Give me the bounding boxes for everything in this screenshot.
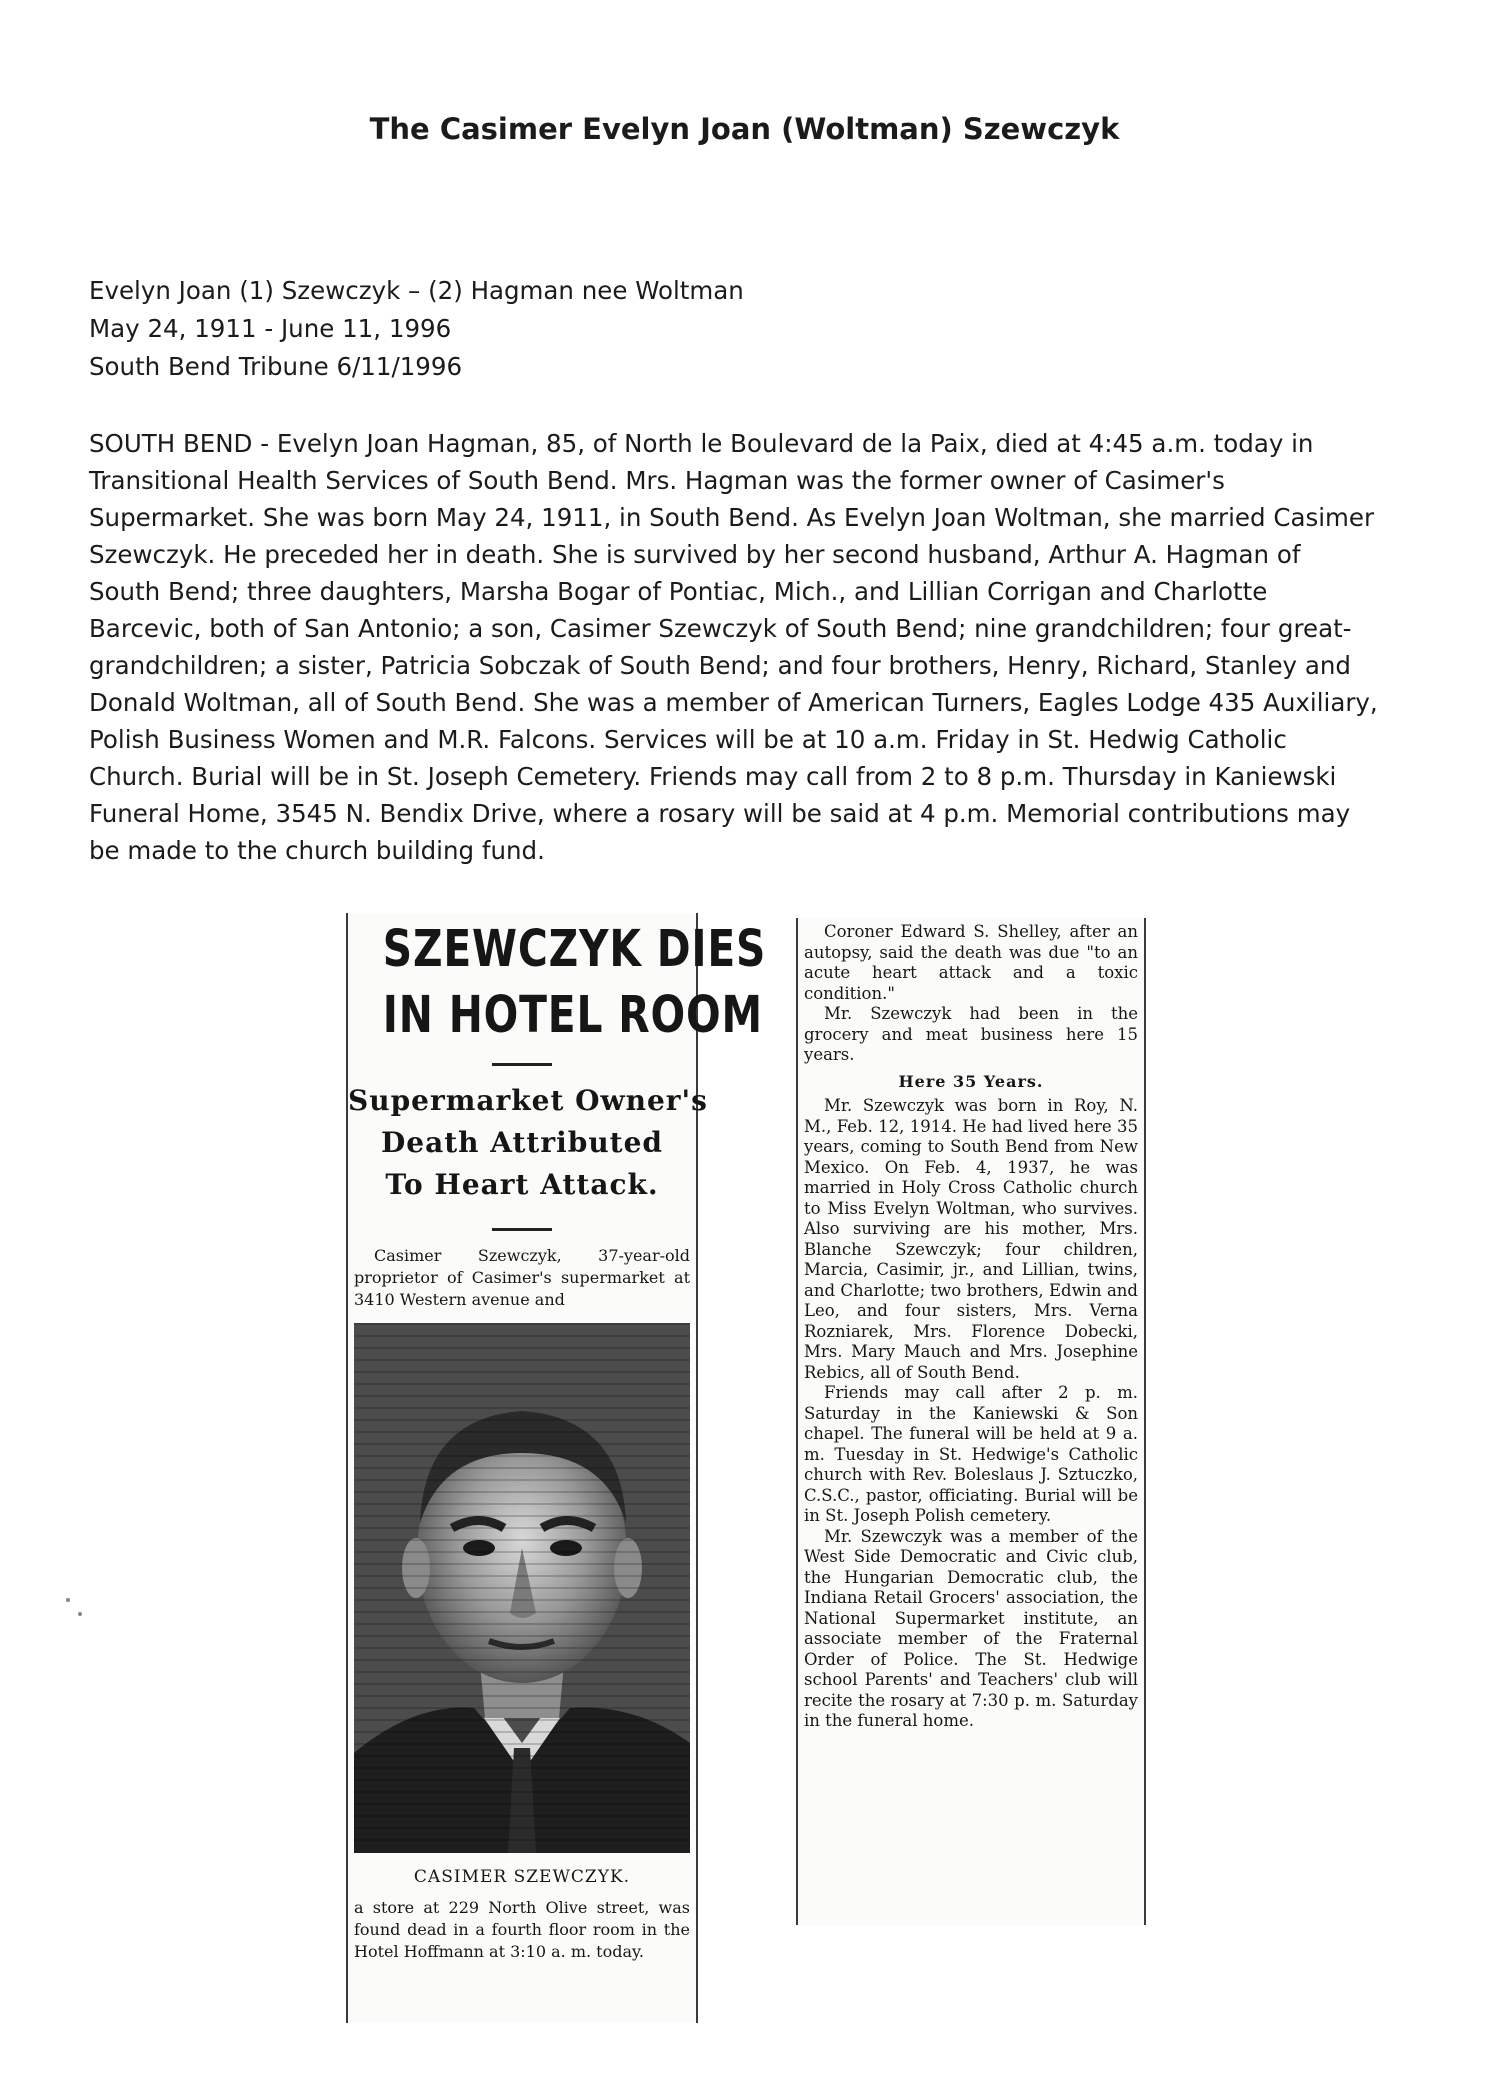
newspaper-clipping-left <box>346 913 767 2023</box>
portrait-photo <box>354 1323 690 1853</box>
headline <box>382 917 767 1049</box>
subhead-line-1: Supermarket Owner's <box>348 1084 708 1117</box>
paragraph-business: Mr. Szewczyk had been in the grocery and meat business here 15 years. <box>804 1004 1138 1064</box>
scan-speck <box>66 1598 70 1602</box>
divider <box>492 1228 552 1231</box>
paragraph-coroner: Coroner Edward S. Shelley, after an autopsy, said the death was due "to an acute heart attack and a toxic condition." <box>804 922 1138 1003</box>
intro-text: Casimer Szewczyk, 37-year-old proprietor of Casimer's supermarket at 3410 Western avenue and <box>354 1246 690 1309</box>
subhead-line-2: Death Attributed <box>380 1126 664 1159</box>
paragraph-memberships: Mr. Szewczyk was a member of the West Side Democratic and Civic club, the Hungarian Democratic club, the Indiana Retail Grocers' association, the National Supermarket institute, an associate member of the Fraternal Order of Police. The St. Hedwige school Parents' and Teachers' club will recite the rosary at 7:30 p. m. Saturday in the funeral home. <box>804 1526 1138 1730</box>
names-line: Evelyn Joan (1) Szewczyk – (2) Hagman nee Woltman <box>89 276 744 305</box>
section-heading: Here 35 Years. <box>898 1071 1044 1091</box>
dates-line: May 24, 1911 - June 11, 1996 <box>89 314 452 343</box>
scan-speck <box>78 1612 82 1616</box>
paragraph-funeral: Friends may call after 2 p. m. Saturday in the Kaniewski & Son chapel. The funeral will be held at 9 a. m. Tuesday in St. Hedwige's Catholic church with Rev. Boleslaus J. Sztuczko, C.S.C., pastor, officiating. Burial will be in St. Joseph Polish cemetery. <box>804 1383 1138 1525</box>
article-body <box>798 918 1144 1732</box>
article-continuation <box>348 1897 696 1963</box>
divider <box>492 1063 552 1066</box>
article-intro <box>348 1245 696 1311</box>
photo-caption: CASIMER SZEWCZYK. <box>413 1867 631 1887</box>
subheadline <box>348 1080 708 1206</box>
source-line: South Bend Tribune 6/11/1996 <box>89 352 463 381</box>
obituary-meta <box>89 272 744 386</box>
paragraph-biography: Mr. Szewczyk was born in Roy, N. M., Feb. 12, 1914. He had lived here 35 years, coming to South Bend from New Mexico. On Feb. 4, 1937, he was married in Holy Cross Catholic church to Miss Evelyn Woltman, who survives. Also surviving are his mother, Mrs. Blanche Szewczyk; four children, Marcia, Casimir, jr., and Lillian, twins, and Charlotte; two brothers, Edwin and Leo, and four sisters, Mrs. Verna Rozniarek, Mrs. Florence Dobecki, Mrs. Mary Mauch and Mrs. Josephine Rebics, all of South Bend. <box>804 1096 1138 1382</box>
obituary-paragraph: SOUTH BEND - Evelyn Joan Hagman, 85, of North le Boulevard de la Paix, died at 4:45 a.m. today in Transitional Health Services of South Bend. Mrs. Hagman was the former owner of Casimer's Supermarket. She was born May 24, 1911, in South Bend. As Evelyn Joan Woltman, she married Casimer Szewczyk. He preceded her in death. She is survived by her second husband, Arthur A. Hagman of South Bend; three daughters, Marsha Bogar of Pontiac, Mich., and Lillian Corrigan and Charlotte Barcevic, both of San Antonio; a son, Casimer Szewczyk of South Bend; nine grandchildren; four great-grandchildren; a sister, Patricia Sobczak of South Bend; and four brothers, Henry, Richard, Stanley and Donald Woltman, all of South Bend. She was a member of American Turners, Eagles Lodge 435 Auxiliary, Polish Business Women and M.R. Falcons. Services will be at 10 a.m. Friday in St. Hedwig Catholic Church. Burial will be in St. Joseph Cemetery. Friends may call from 2 to 8 p.m. Thursday in Kaniewski Funeral Home, 3545 N. Bendix Drive, where a rosary will be said at 4 p.m. Memorial contributions may be made to the church building fund. <box>89 429 1378 865</box>
newspaper-clipping-right <box>796 918 1146 1925</box>
headline-line-1: SZEWCZYK DIES <box>382 920 767 979</box>
continuation-text: a store at 229 North Olive street, was found dead in a fourth floor room in the Hotel Hoffmann at 3:10 a. m. today. <box>354 1898 690 1961</box>
page-title: The Casimer Evelyn Joan (Woltman) Szewczyk <box>369 112 1120 146</box>
portrait-image <box>354 1323 690 1853</box>
subhead-line-3: To Heart Attack. <box>385 1168 659 1201</box>
headline-line-2: IN HOTEL ROOM <box>382 986 763 1045</box>
